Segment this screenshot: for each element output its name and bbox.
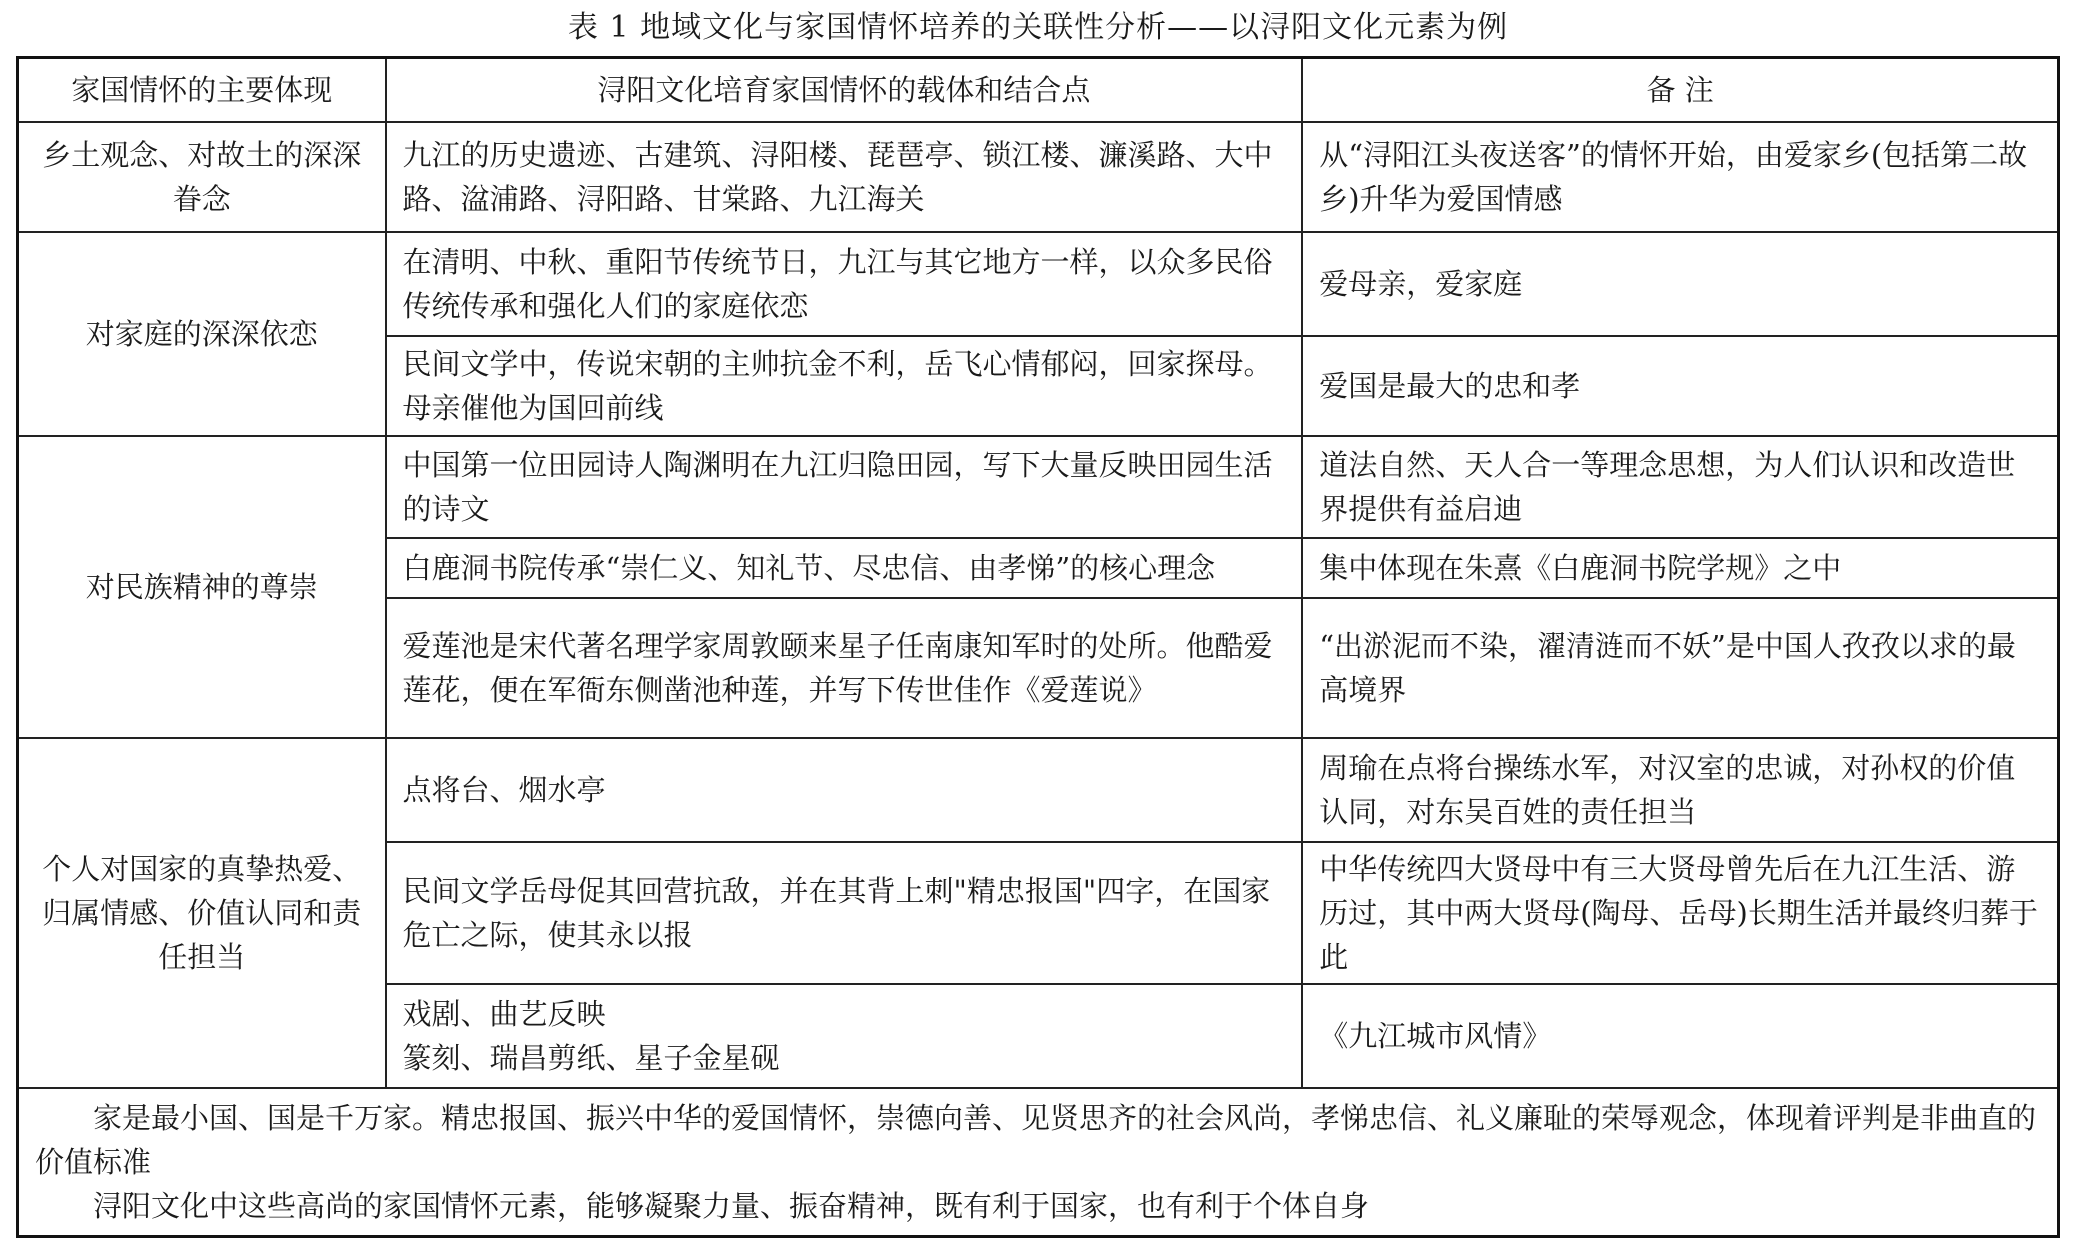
table-caption: 表 1 地域文化与家国情怀培养的关联性分析——以浔阳文化元素为例 <box>567 10 1509 45</box>
summary-cell <box>18 1088 2059 1236</box>
header-carrier: 浔阳文化培育家国情怀的载体和结合点 <box>386 58 1303 123</box>
note-cell: “出淤泥而不染，濯清涟而不妖”是中国人孜孜以求的最高境界 <box>1302 598 2058 738</box>
category-cell: 对民族精神的尊崇 <box>18 436 386 738</box>
carrier-cell: 点将台、烟水亭 <box>386 738 1303 842</box>
table-row <box>18 232 2059 336</box>
header-note: 备 注 <box>1302 58 2058 123</box>
category-cell: 乡土观念、对故土的深深眷念 <box>18 122 386 232</box>
table-row <box>18 738 2059 842</box>
carrier-cell: 在清明、中秋、重阳节传统节日，九江与其它地方一样，以众多民俗传统传承和强化人们的家庭依恋 <box>386 232 1303 336</box>
note-cell: 从“浔阳江头夜送客”的情怀开始，由爱家乡(包括第二故乡)升华为爱国情感 <box>1302 122 2058 232</box>
note-cell: 《九江城市风情》 <box>1302 984 2058 1088</box>
table-footer-row <box>18 1088 2059 1236</box>
table-row <box>18 122 2059 232</box>
carrier-cell: 民间文学中，传说宋朝的主帅抗金不利，岳飞心情郁闷，回家探母。母亲催他为国回前线 <box>386 336 1303 436</box>
note-cell: 集中体现在朱熹《白鹿洞书院学规》之中 <box>1302 538 2058 598</box>
carrier-cell: 戏剧、曲艺反映 篆刻、瑞昌剪纸、星子金星砚 <box>386 984 1303 1088</box>
carrier-cell: 民间文学岳母促其回营抗敌，并在其背上刺"精忠报国"四字，在国家危亡之际，使其永以报 <box>386 842 1303 984</box>
category-cell: 个人对国家的真挚热爱、归属情感、价值认同和责任担当 <box>18 738 386 1088</box>
carrier-cell: 九江的历史遗迹、古建筑、浔阳楼、琵琶亭、锁江楼、濂溪路、大中路、湓浦路、浔阳路、甘棠路、九江海关 <box>386 122 1303 232</box>
table-row <box>18 436 2059 538</box>
note-cell: 中华传统四大贤母中有三大贤母曾先后在九江生活、游历过，其中两大贤母(陶母、岳母)长期生活并最终归葬于此 <box>1302 842 2058 984</box>
summary-paragraph-1: 家是最小国、国是千万家。精忠报国、振兴中华的爱国情怀，崇德向善、见贤思齐的社会风尚，孝悌忠信、礼义廉耻的荣辱观念，体现着评判是非曲直的价值标准 <box>35 1100 2037 1179</box>
note-cell: 周瑜在点将台操练水军，对汉室的忠诚，对孙权的价值认同，对东吴百姓的责任担当 <box>1302 738 2058 842</box>
analysis-table <box>16 56 2060 1238</box>
note-cell: 爱母亲，爱家庭 <box>1302 232 2058 336</box>
carrier-cell: 白鹿洞书院传承“崇仁义、知礼节、尽忠信、由孝悌”的核心理念 <box>386 538 1303 598</box>
carrier-cell: 中国第一位田园诗人陶渊明在九江归隐田园，写下大量反映田园生活的诗文 <box>386 436 1303 538</box>
note-cell: 道法自然、天人合一等理念思想，为人们认识和改造世界提供有益启迪 <box>1302 436 2058 538</box>
table-header-row <box>18 58 2059 123</box>
category-cell: 对家庭的深深依恋 <box>18 232 386 436</box>
header-embodiment: 家国情怀的主要体现 <box>18 58 386 123</box>
summary-paragraph-2: 浔阳文化中这些高尚的家国情怀元素，能够凝聚力量、振奋精神，既有利于国家，也有利于个体自身 <box>93 1188 1370 1223</box>
carrier-cell: 爱莲池是宋代著名理学家周敦颐来星子任南康知军时的处所。他酷爱莲花，便在军衙东侧凿池种莲，并写下传世佳作《爱莲说》 <box>386 598 1303 738</box>
note-cell: 爱国是最大的忠和孝 <box>1302 336 2058 436</box>
